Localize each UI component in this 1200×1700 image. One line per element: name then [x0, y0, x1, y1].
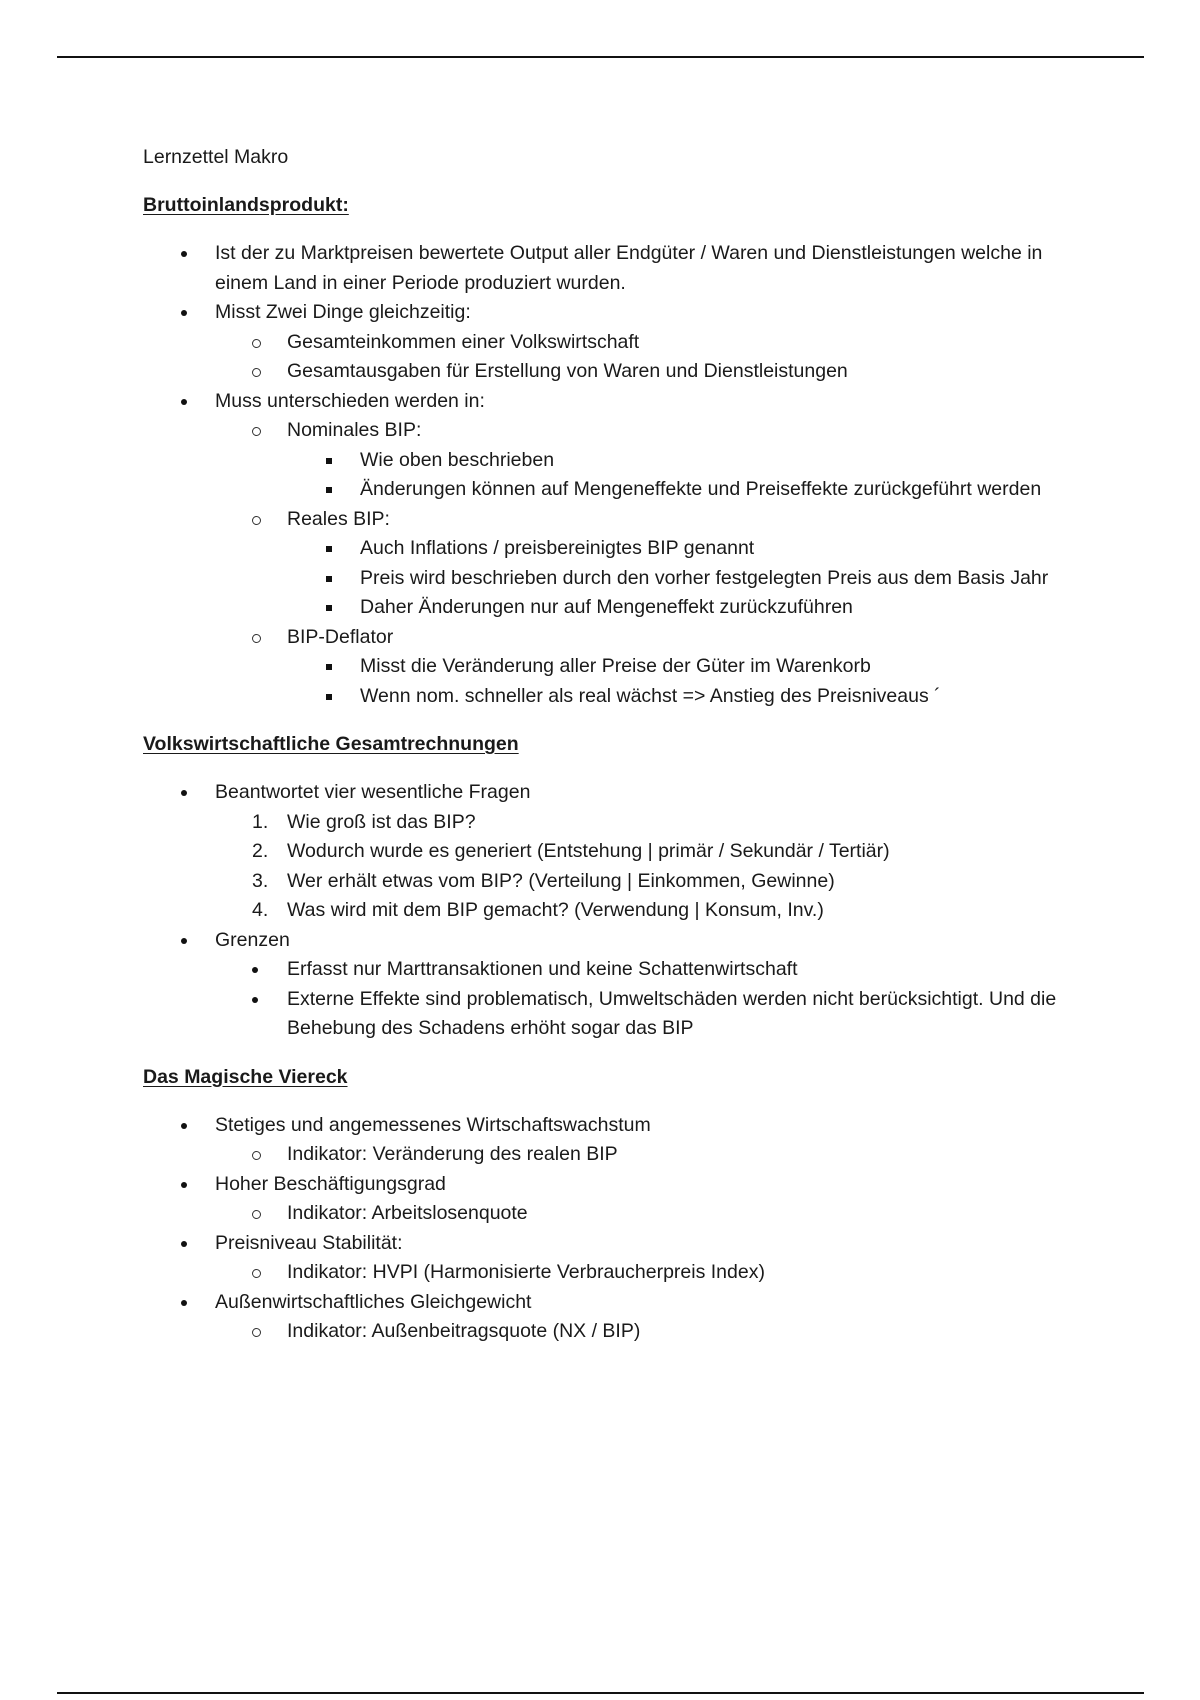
list-item: Misst die Veränderung aller Preise der Güter im Warenkorb — [143, 652, 1083, 682]
list-item: 4. Was wird mit dem BIP gemacht? (Verwendung | Konsum, Inv.) — [143, 896, 1083, 926]
list-viereck — [143, 1111, 1083, 1347]
list-item: 2. Wodurch wurde es generiert (Entstehung | primär / Sekundär / Tertiär) — [143, 837, 1083, 867]
list-item: Wie oben beschrieben — [143, 446, 1083, 476]
list-item: Reales BIP: — [143, 505, 1083, 535]
bullet-icon — [181, 251, 187, 257]
list-item: Gesamteinkommen einer Volkswirtschaft — [143, 328, 1083, 358]
circle-bullet-icon — [252, 1151, 261, 1160]
list-number: 3. — [252, 869, 269, 892]
circle-bullet-icon — [252, 427, 261, 436]
circle-bullet-icon — [252, 368, 261, 377]
heading-vgr: Volkswirtschaftliche Gesamtrechnungen — [143, 733, 519, 755]
square-bullet-icon — [326, 458, 332, 464]
bullet-icon — [181, 1182, 187, 1188]
list-item: 3. Wer erhält etwas vom BIP? (Verteilung | Einkommen, Gewinne) — [143, 867, 1083, 897]
list-item: Muss unterschieden werden in: — [143, 387, 1083, 417]
list-item: Änderungen können auf Mengeneffekte und Preiseffekte zurückgeführt werden — [143, 475, 1083, 505]
list-vgr — [143, 778, 1083, 1044]
list-item: Indikator: Arbeitslosenquote — [143, 1199, 1083, 1229]
bullet-icon — [181, 1123, 187, 1129]
list-item: Nominales BIP: — [143, 416, 1083, 446]
bullet-icon — [181, 310, 187, 316]
list-item: Misst Zwei Dinge gleichzeitig: — [143, 298, 1083, 328]
bullet-icon — [252, 967, 258, 973]
square-bullet-icon — [326, 694, 332, 700]
circle-bullet-icon — [252, 339, 261, 348]
list-item: Hoher Beschäftigungsgrad — [143, 1170, 1083, 1200]
heading-magisches-viereck: Das Magische Viereck — [143, 1065, 348, 1088]
list-item: Daher Änderungen nur auf Mengeneffekt zurückzuführen — [143, 593, 1083, 623]
circle-bullet-icon — [252, 634, 261, 643]
list-item: Ist der zu Marktpreisen bewertete Output aller Endgüter / Waren und Dienstleistungen welche in einem Land in einer Periode produziert wurden. — [143, 239, 1083, 298]
bullet-icon — [181, 399, 187, 405]
list-item: Indikator: HVPI (Harmonisierte Verbraucherpreis Index) — [143, 1258, 1083, 1288]
list-number: 2. — [252, 840, 269, 862]
list-number: 4. — [252, 899, 269, 921]
circle-bullet-icon — [252, 1269, 261, 1278]
list-item: Gesamtausgaben für Erstellung von Waren und Dienstleistungen — [143, 357, 1083, 387]
bullet-icon — [181, 938, 187, 944]
list-item: BIP-Deflator — [143, 623, 1083, 653]
bullet-icon — [252, 997, 258, 1003]
list-item: Indikator: Außenbeitragsquote (NX / BIP) — [143, 1317, 1083, 1347]
list-item: Preis wird beschrieben durch den vorher festgelegten Preis aus dem Basis Jahr — [143, 564, 1083, 594]
list-item: Grenzen — [143, 926, 1083, 956]
list-item: Wenn nom. schneller als real wächst => Anstieg des Preisniveaus ´ — [143, 682, 1083, 712]
circle-bullet-icon — [252, 1210, 261, 1219]
list-item: Preisniveau Stabilität: — [143, 1229, 1083, 1259]
document-page — [143, 143, 1083, 1347]
list-number: 1. — [252, 810, 269, 833]
heading-bip: Bruttoinlandsprodukt: — [143, 194, 349, 216]
list-item: Auch Inflations / preisbereinigtes BIP genannt — [143, 534, 1083, 564]
list-item: Indikator: Veränderung des realen BIP — [143, 1140, 1083, 1170]
list-item: Beantwortet vier wesentliche Fragen — [143, 778, 1083, 808]
list-item: 1. Wie groß ist das BIP? — [143, 808, 1083, 838]
document-title: Lernzettel Makro — [143, 146, 289, 168]
header-rule — [57, 56, 1144, 58]
list-item: Außenwirtschaftliches Gleichgewicht — [143, 1288, 1083, 1318]
square-bullet-icon — [326, 605, 332, 611]
circle-bullet-icon — [252, 1328, 261, 1337]
bullet-icon — [181, 790, 187, 796]
list-item: Stetiges und angemessenes Wirtschaftswachstum — [143, 1111, 1083, 1141]
list-item: Erfasst nur Marttransaktionen und keine Schattenwirtschaft — [143, 955, 1083, 985]
square-bullet-icon — [326, 664, 332, 670]
footer-rule — [57, 1692, 1144, 1694]
bullet-icon — [181, 1300, 187, 1306]
square-bullet-icon — [326, 487, 332, 493]
square-bullet-icon — [326, 576, 332, 582]
circle-bullet-icon — [252, 516, 261, 525]
bullet-icon — [181, 1241, 187, 1247]
list-item: Externe Effekte sind problematisch, Umweltschäden werden nicht berücksichtigt. Und die Behebung des Schadens erhöht sogar das BIP — [143, 985, 1083, 1044]
list-bip — [143, 239, 1083, 711]
square-bullet-icon — [326, 546, 332, 552]
